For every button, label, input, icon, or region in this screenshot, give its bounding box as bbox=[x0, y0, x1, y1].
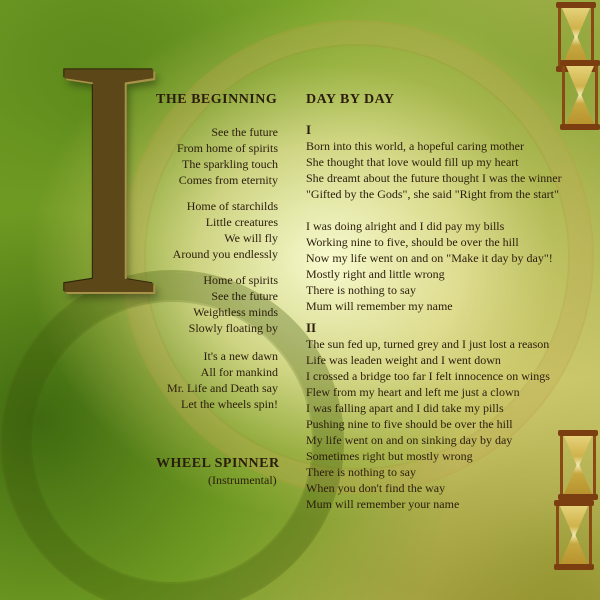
hourglass-strip-bottom bbox=[542, 420, 600, 600]
the-beginning-title: THE BEGINNING bbox=[156, 92, 278, 107]
lyric-line: See the future bbox=[211, 289, 278, 303]
lyric-line: Home of spirits bbox=[203, 273, 278, 287]
lyric-line: Little creatures bbox=[205, 215, 278, 229]
lyric-line: When you don't find the way bbox=[306, 481, 446, 495]
lyric-line: My life went on and on sinking day by day bbox=[306, 433, 513, 447]
lyric-line: Comes from eternity bbox=[178, 173, 278, 187]
hourglass-icon bbox=[558, 430, 598, 500]
part-2-verses bbox=[306, 336, 550, 512]
part-1-verses bbox=[306, 138, 562, 314]
lyric-line: Now my life went on and on "Make it day by day"! bbox=[306, 251, 553, 265]
lyric-line: She dreamt about the future thought I was the winner bbox=[306, 171, 562, 185]
stanza-1 bbox=[177, 124, 278, 188]
lyric-line: Mr. Life and Death say bbox=[167, 381, 278, 395]
stanza-4 bbox=[167, 348, 278, 412]
lyric-line: Pushing nine to five should be over the hill bbox=[306, 417, 513, 431]
wheel-spinner-title: WHEEL SPINNER bbox=[156, 456, 280, 471]
lyric-line: Flew from my heart and left me just a clown bbox=[306, 385, 520, 399]
hourglass-strip-top bbox=[542, 0, 600, 130]
lyric-line: From home of spirits bbox=[177, 141, 278, 155]
lyric-line: Life was leaden weight and I went down bbox=[306, 353, 501, 367]
lyric-line: The sparkling touch bbox=[182, 157, 278, 171]
lyric-line: There is nothing to say bbox=[306, 465, 416, 479]
stanza-2 bbox=[173, 198, 278, 262]
lyric-line: The sun fed up, turned grey and I just lost a reason bbox=[306, 337, 550, 351]
lyric-line: Born into this world, a hopeful caring mother bbox=[306, 139, 524, 153]
day-by-day-title: DAY BY DAY bbox=[306, 92, 395, 107]
stanza-3 bbox=[189, 272, 278, 336]
lyric-line: I crossed a bridge too far I felt innocence on wings bbox=[306, 369, 550, 383]
hourglass-icon bbox=[560, 60, 600, 130]
lyric-line: It's a new dawn bbox=[203, 349, 278, 363]
part-numeral-2: II bbox=[306, 320, 317, 335]
stanza-gap bbox=[306, 202, 562, 218]
lyric-line: Let the wheels spin! bbox=[181, 397, 278, 411]
lyric-line: Mostly right and little wrong bbox=[306, 267, 445, 281]
lyric-line: Weightless minds bbox=[193, 305, 278, 319]
lyric-line: Mum will remember your name bbox=[306, 497, 460, 511]
lyric-line: "Gifted by the Gods", she said "Right from the start" bbox=[306, 187, 559, 201]
lyric-line: Slowly floating by bbox=[188, 321, 278, 335]
lyric-line: Working nine to five, should be over the hill bbox=[306, 235, 519, 249]
initial-letter: I bbox=[52, 0, 166, 366]
lyric-line: Around you endlessly bbox=[172, 247, 278, 261]
lyric-line: Home of starchilds bbox=[186, 199, 278, 213]
lyric-line: I was falling apart and I did take my pills bbox=[306, 401, 504, 415]
part-numeral-1: I bbox=[306, 122, 312, 137]
hourglass-icon bbox=[554, 500, 594, 570]
lyric-line: Sometimes right but mostly wrong bbox=[306, 449, 473, 463]
wheel-spinner-subtitle: (Instrumental) bbox=[208, 473, 277, 487]
lyric-line: Mum will remember my name bbox=[306, 299, 453, 313]
lyric-line: All for mankind bbox=[200, 365, 278, 379]
lyric-line: We will fly bbox=[224, 231, 278, 245]
lyric-line: I was doing alright and I did pay my bills bbox=[306, 219, 505, 233]
lyric-line: She thought that love would fill up my heart bbox=[306, 155, 519, 169]
lyric-line: There is nothing to say bbox=[306, 283, 416, 297]
lyric-line: See the future bbox=[211, 125, 278, 139]
